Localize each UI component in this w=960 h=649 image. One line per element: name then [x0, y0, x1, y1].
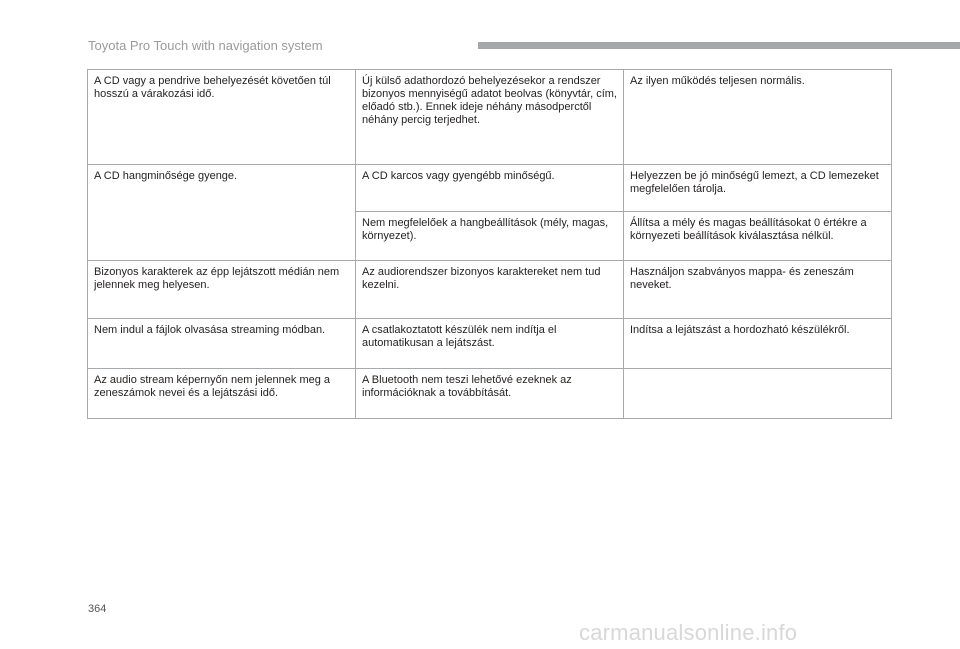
- problem-cell: Az audio stream képernyőn nem jelennek meg a zeneszámok nevei és a lejátszási idő.: [88, 369, 356, 419]
- table-row: [88, 70, 892, 165]
- problem-cell: Bizonyos karakterek az épp lejátszott médián nem jelennek meg helyesen.: [88, 261, 356, 319]
- problem-cell: A CD hangminősége gyenge.: [88, 165, 356, 261]
- solution-cell: Indítsa a lejátszást a hordozható készülékről.: [624, 319, 892, 369]
- solution-cell: Állítsa a mély és magas beállításokat 0 értékre a környezeti beállítások kiválasztása nélkül.: [624, 212, 892, 261]
- troubleshooting-table: [87, 69, 892, 419]
- table-row: [88, 369, 892, 419]
- solution-cell: [624, 369, 892, 419]
- problem-cell: Nem indul a fájlok olvasása streaming módban.: [88, 319, 356, 369]
- cause-cell: A Bluetooth nem teszi lehetővé ezeknek az információknak a továbbítását.: [356, 369, 624, 419]
- table-row: [88, 165, 892, 212]
- cause-cell: Az audiorendszer bizonyos karaktereket nem tud kezelni.: [356, 261, 624, 319]
- page-number: 364: [88, 603, 107, 615]
- solution-cell: Helyezzen be jó minőségű lemezt, a CD lemezeket megfelelően tárolja.: [624, 165, 892, 212]
- cause-cell: Új külső adathordozó behelyezésekor a rendszer bizonyos mennyiségű adatot beolvas (könyvtár, cím, előadó stb.). Ennek ideje néhány másodperctől néhány percig terjedhet.: [356, 70, 624, 165]
- cause-cell: A csatlakoztatott készülék nem indítja el automatikusan a lejátszást.: [356, 319, 624, 369]
- solution-cell: Használjon szabványos mappa- és zeneszám neveket.: [624, 261, 892, 319]
- header-bar: [478, 42, 960, 49]
- table-row: [88, 319, 892, 369]
- cause-cell: Nem megfelelőek a hangbeállítások (mély, magas, környezet).: [356, 212, 624, 261]
- header-title: Toyota Pro Touch with navigation system: [88, 38, 323, 53]
- watermark: carmanualsonline.info: [579, 620, 798, 645]
- table-row: [88, 261, 892, 319]
- cause-cell: A CD karcos vagy gyengébb minőségű.: [356, 165, 624, 212]
- solution-cell: Az ilyen működés teljesen normális.: [624, 70, 892, 165]
- problem-cell: A CD vagy a pendrive behelyezését követően túl hosszú a várakozási idő.: [88, 70, 356, 165]
